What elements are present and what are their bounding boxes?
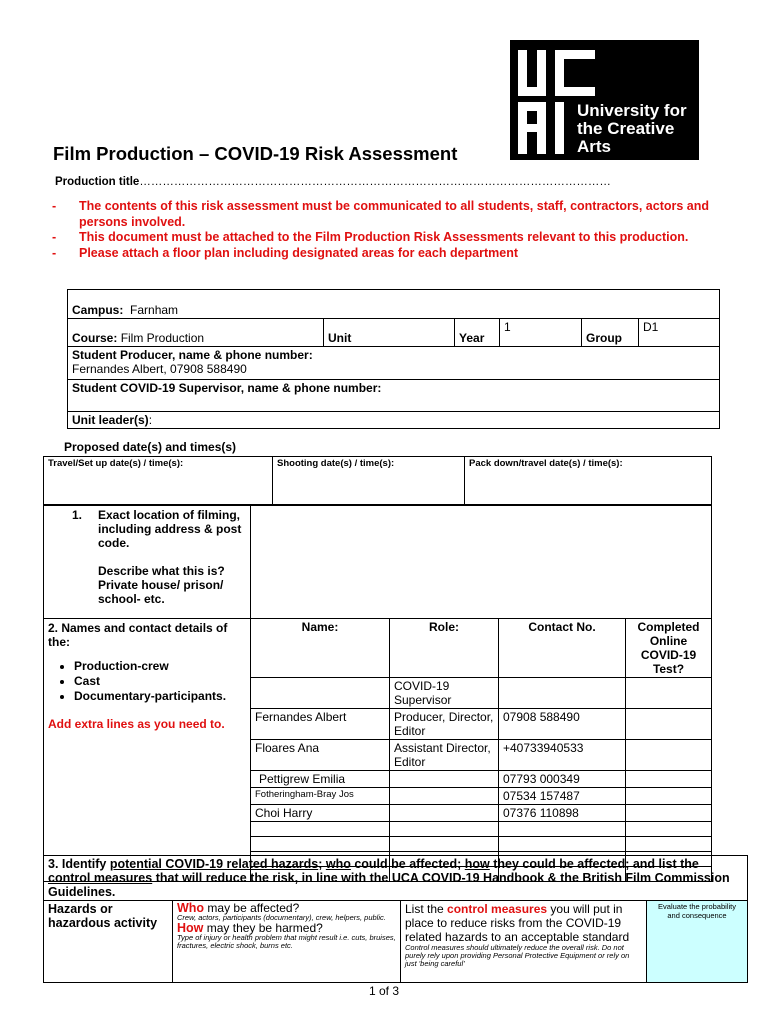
role-cell[interactable] (390, 788, 499, 805)
year-value: 1 (504, 320, 511, 334)
campus-cell[interactable] (68, 290, 720, 319)
contact-cell[interactable] (499, 678, 626, 709)
dates-heading: Proposed date(s) and times(s) (64, 440, 237, 454)
contact-cell[interactable]: 07376 110898 (499, 805, 626, 822)
group-value: D1 (643, 320, 659, 334)
who-note: Crew, actors, participants (documentary), crew, helpers, public. (177, 913, 386, 922)
who-rest: may be affected? (204, 901, 300, 915)
dates-table (43, 456, 712, 505)
year-label-cell (455, 319, 500, 347)
contact-header: Contact No. (499, 619, 626, 678)
location-number: 1. (72, 508, 83, 522)
intro-text: 3. Identify (48, 857, 110, 871)
contact-cell[interactable] (499, 822, 626, 837)
role-cell[interactable] (390, 822, 499, 837)
name-cell[interactable]: Floares Ana (251, 740, 390, 771)
logo-text: University for the Creative Arts (577, 101, 687, 156)
intro-text: ; (318, 857, 326, 871)
test-header: Completed Online COVID-19 Test? (626, 619, 712, 678)
hazards-col-header: Hazards or hazardous activity (44, 901, 173, 983)
test-cell[interactable] (626, 837, 712, 852)
unit-leader-cell[interactable] (68, 412, 720, 429)
location-value-cell[interactable] (251, 506, 712, 619)
note-item: - The contents of this risk assessment must be communicated to all students, staff, contractors, actors and persons involved. (52, 199, 732, 230)
intro-underline: control measures (48, 871, 153, 885)
year-label: Year (459, 331, 485, 345)
producer-value: Fernandes Albert, 07908 588490 (72, 362, 247, 376)
unit-leader-label: Unit leader(s) (72, 413, 149, 427)
campus-label: Campus: (72, 303, 124, 317)
supervisor-cell[interactable] (68, 380, 720, 412)
name-cell[interactable] (251, 822, 390, 837)
shooting-cell[interactable]: Shooting date(s) / time(s): (273, 457, 465, 505)
page-number: 1 of 3 (368, 984, 400, 998)
contacts-heading: 2. Names and contact details of the: (48, 621, 228, 649)
page-title: Film Production – COVID-19 Risk Assessment (53, 143, 458, 164)
location-text: Exact location of filming, including address & post code. (98, 508, 242, 550)
test-cell[interactable] (626, 678, 712, 709)
note-text: This document must be attached to the Film Production Risk Assessments relevant to this production. (79, 230, 689, 244)
producer-cell[interactable] (68, 347, 720, 380)
intro-text: they could be affected; and list the (489, 857, 699, 871)
production-title-line (55, 176, 611, 188)
producer-label: Student Producer, name & phone number: (72, 348, 313, 362)
contacts-label-cell (44, 619, 251, 882)
ctrl-text: List the (405, 902, 448, 916)
control-measures-header (401, 901, 647, 983)
test-cell[interactable] (626, 788, 712, 805)
supervisor-label: Student COVID-19 Supervisor, name & phone number: (72, 381, 382, 395)
production-info-table (67, 289, 720, 429)
intro-underline: who (325, 857, 351, 871)
campus-value: Farnham (130, 303, 179, 317)
name-cell[interactable]: Fotheringham-Bray Jos (251, 788, 390, 805)
travel-setup-cell[interactable]: Travel/Set up date(s) / time(s): (44, 457, 273, 505)
group-label: Group (586, 331, 622, 345)
course-value: Film Production (120, 331, 205, 345)
role-cell[interactable]: Producer, Director, Editor (390, 709, 499, 740)
intro-underline: how (464, 857, 490, 871)
evaluate-header: Evaluate the probability and consequence (647, 901, 748, 983)
name-cell[interactable]: Fernandes Albert (251, 709, 390, 740)
unit-leader-colon: : (148, 413, 153, 427)
who-how-header (173, 901, 401, 983)
intro-text: could be affected; (350, 857, 465, 871)
location-contacts-table (43, 505, 712, 882)
hazards-intro-cell (44, 856, 748, 901)
how-label: How (177, 921, 204, 935)
name-cell[interactable] (251, 837, 390, 852)
unit-cell[interactable] (324, 319, 455, 347)
hazards-table (43, 855, 748, 983)
contacts-bullets (48, 659, 246, 703)
role-cell[interactable]: COVID-19 Supervisor (390, 678, 499, 709)
test-cell[interactable] (626, 805, 712, 822)
how-note: Type of injury or health problem that might result i.e. cuts, bruises, fractures, electric shock, burns etc. (177, 933, 396, 950)
name-header: Name: (251, 619, 390, 678)
note-text: The contents of this risk assessment must be communicated to all students, staff, contractors, actors and persons involved. (79, 199, 710, 229)
production-title-label: Production title (55, 176, 140, 188)
bullet-item: • Cast (74, 674, 246, 688)
name-cell[interactable] (251, 678, 390, 709)
pack-down-cell[interactable]: Pack down/travel date(s) / time(s): (465, 457, 712, 505)
how-rest: may they be harmed? (203, 921, 323, 935)
contact-cell[interactable]: +40733940533 (499, 740, 626, 771)
contact-cell[interactable]: 07793 000349 (499, 771, 626, 788)
unit-label: Unit (328, 331, 352, 345)
contact-cell[interactable]: 07908 588490 (499, 709, 626, 740)
ctrl-red: control measures (447, 902, 548, 916)
test-cell[interactable] (626, 822, 712, 837)
note-item: - This document must be attached to the Film Production Risk Assessments relevant to this production. (52, 230, 689, 244)
group-value-cell[interactable] (639, 319, 720, 347)
contact-cell[interactable]: 07534 157487 (499, 788, 626, 805)
extra-lines-note: Add extra lines as you need to. (48, 717, 225, 731)
year-value-cell[interactable] (500, 319, 582, 347)
course-label: Course: (72, 331, 118, 345)
name-cell[interactable]: Pettigrew Emilia (251, 771, 390, 788)
role-cell[interactable]: Assistant Director, Editor (390, 740, 499, 771)
role-header: Role: (390, 619, 499, 678)
role-cell[interactable] (390, 837, 499, 852)
notes-list (52, 199, 732, 261)
test-cell[interactable] (626, 709, 712, 740)
test-cell[interactable] (626, 740, 712, 771)
bullet-item: • Documentary-participants. (74, 689, 246, 703)
role-cell[interactable] (390, 771, 499, 788)
location-label-cell (44, 506, 251, 619)
intro-underline: potential COVID-19 related hazards (109, 857, 319, 871)
ctrl-note: Control measures should ultimately reduce the overall risk. Do not purely rely upon providing Personal Protective Equipment or rely on just 'being careful' (405, 943, 630, 968)
intro-text: that will reduce the risk, in line with the UCA COVID-19 Handbook & the British Film Commission Guidelines. (48, 871, 730, 899)
course-cell[interactable] (68, 319, 324, 347)
ctrl-text: you will put in place to reduce risks from the COVID-19 related hazards to an acceptable standard (405, 902, 630, 944)
contact-cell[interactable] (499, 837, 626, 852)
location-describe: Describe what this is? Private house/ prison/ school- etc. (98, 564, 225, 606)
role-cell[interactable] (390, 805, 499, 822)
name-cell[interactable]: Choi Harry (251, 805, 390, 822)
bullet-item: • Production-crew (74, 659, 246, 673)
note-text: Please attach a floor plan including designated areas for each department (79, 245, 519, 260)
who-label: Who (177, 901, 205, 915)
production-title-dots: …………………………………………………………………………………………………………… (139, 176, 611, 188)
test-cell[interactable] (626, 771, 712, 788)
group-label-cell (582, 319, 639, 347)
note-item: - Please attach a floor plan including designated areas for each department (52, 245, 519, 260)
